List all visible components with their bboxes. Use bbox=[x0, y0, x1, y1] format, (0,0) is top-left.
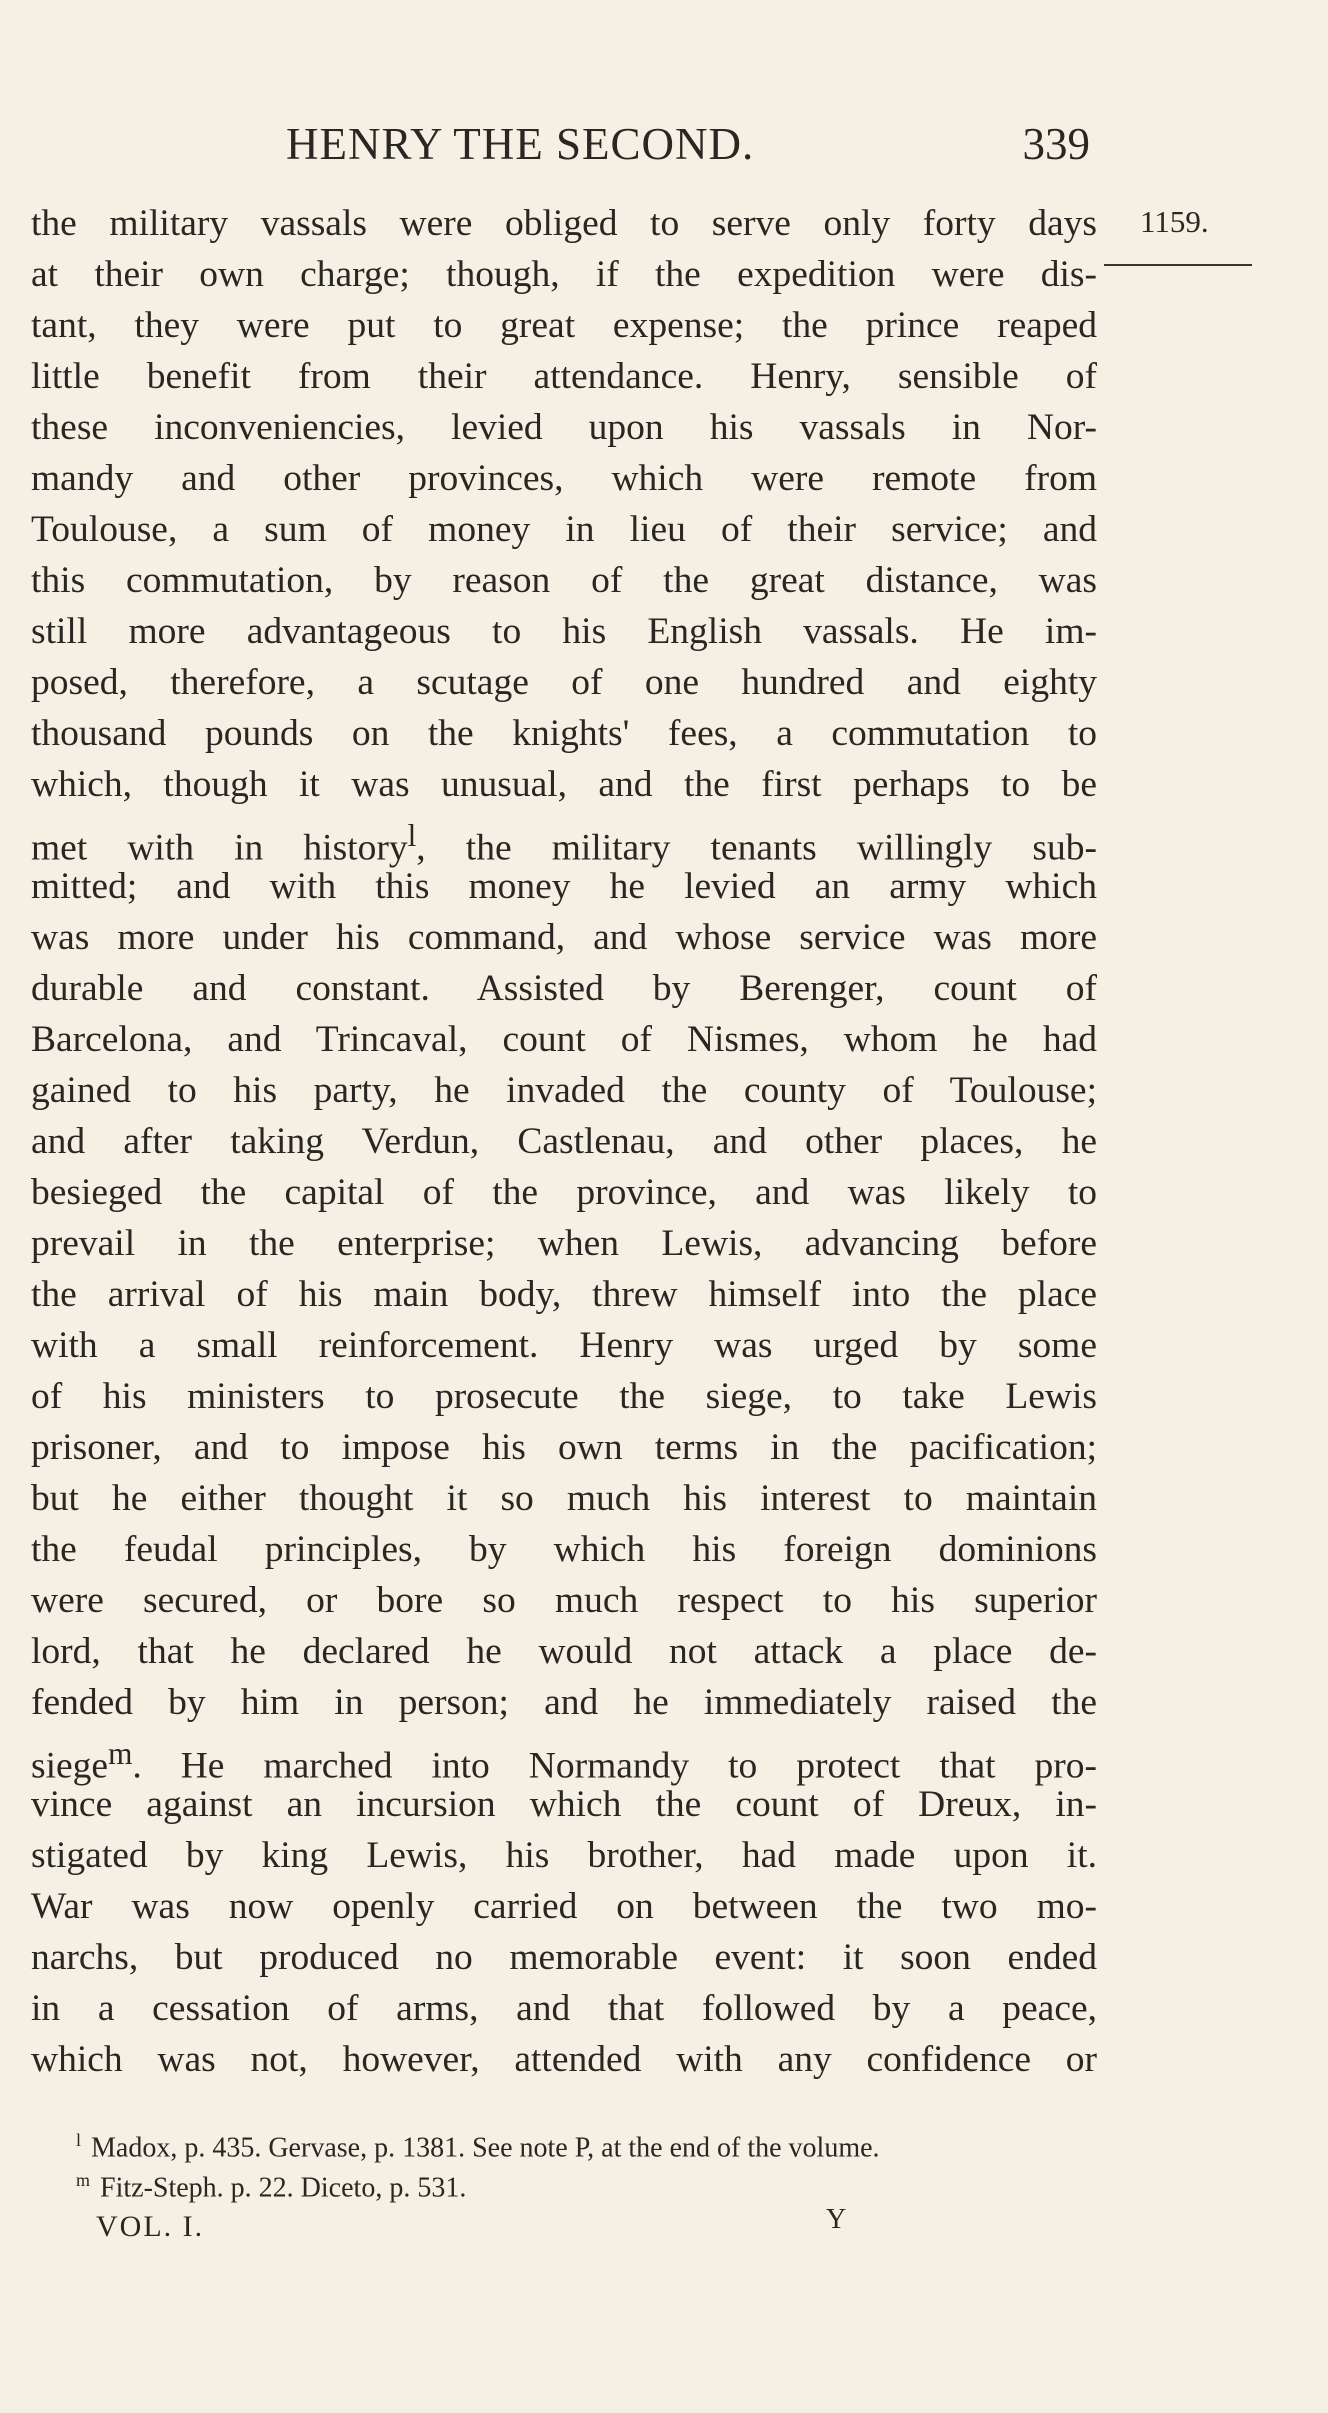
text-line-24: of his ministers to prosecute the siege, to take Lewis bbox=[31, 1376, 1097, 1417]
running-title: HENRY THE SECOND. bbox=[286, 119, 755, 169]
text-line-17: Barcelona, and Trincaval, count of Nismes, whom he had bbox=[31, 1019, 1097, 1060]
text-line-18: gained to his party, he invaded the county of Toulouse; bbox=[31, 1070, 1097, 1111]
text-line-32: vince against an incursion which the count of Dreux, in- bbox=[31, 1784, 1097, 1825]
text-line-19: and after taking Verdun, Castlenau, and other places, he bbox=[31, 1121, 1097, 1162]
text-line-21: prevail in the enterprise; when Lewis, advancing before bbox=[31, 1223, 1097, 1264]
body-text bbox=[31, 198, 1097, 2085]
text-line-4: little benefit from their attendance. Henry, sensible of bbox=[31, 356, 1097, 397]
text-line-31 bbox=[31, 1728, 1097, 1787]
text-line-16: durable and constant. Assisted by Berenger, count of bbox=[31, 968, 1097, 1009]
footnote-ref-l: l bbox=[407, 818, 417, 853]
text-line-3: tant, they were put to great expense; the prince reaped bbox=[31, 305, 1097, 346]
text-line-33: stigated by king Lewis, his brother, had made upon it. bbox=[31, 1835, 1097, 1876]
footnote-m bbox=[76, 2160, 1116, 2204]
signature-mark: Y bbox=[826, 2204, 847, 2235]
footnote-text-m: Fitz-Steph. p. 22. Diceto, p. 531. bbox=[100, 2172, 467, 2204]
text-line-9: still more advantageous to his English vassals. He im- bbox=[31, 611, 1097, 652]
signature-line bbox=[96, 2204, 856, 2250]
text-line-31-end: . He marched into Normandy to protect that pro- bbox=[132, 1745, 1097, 1787]
text-line-22: the arrival of his main body, threw himself into the place bbox=[31, 1274, 1097, 1315]
text-line-27: the feudal principles, by which his foreign dominions bbox=[31, 1529, 1097, 1570]
text-line-37: which was not, however, attended with any confidence or bbox=[31, 2039, 1097, 2080]
footnote-ref-m: m bbox=[108, 1736, 133, 1771]
text-line-31-start: siege bbox=[31, 1745, 109, 1787]
text-line-25: prisoner, and to impose his own terms in the pacification; bbox=[31, 1427, 1097, 1468]
volume-label: VOL. I. bbox=[96, 2210, 205, 2243]
footnote-mark-m: m bbox=[76, 2170, 91, 2190]
text-line-8: this commutation, by reason of the great distance, was bbox=[31, 560, 1097, 601]
text-line-34: War was now openly carried on between the two mo- bbox=[31, 1886, 1097, 1927]
text-line-14: mitted; and with this money he levied an army which bbox=[31, 866, 1097, 907]
margin-date: 1159. bbox=[1140, 204, 1209, 239]
text-line-10: posed, therefore, a scutage of one hundred and eighty bbox=[31, 662, 1097, 703]
text-line-12: which, though it was unusual, and the first perhaps to be bbox=[31, 764, 1097, 805]
text-line-6: mandy and other provinces, which were remote from bbox=[31, 458, 1097, 499]
text-line-13-end: , the military tenants willingly sub- bbox=[416, 827, 1097, 869]
text-line-13 bbox=[31, 810, 1097, 869]
text-line-5: these inconveniencies, levied upon his vassals in Nor- bbox=[31, 407, 1097, 448]
page-number: 339 bbox=[1022, 119, 1090, 169]
text-line-13-start: met with in history bbox=[31, 827, 408, 869]
text-line-2: at their own charge; though, if the expedition were dis- bbox=[31, 254, 1097, 295]
text-line-29: lord, that he declared he would not attack a place de- bbox=[31, 1631, 1097, 1672]
footnote-l bbox=[76, 2120, 1116, 2164]
text-line-7: Toulouse, a sum of money in lieu of their service; and bbox=[31, 509, 1097, 550]
text-line-35: narchs, but produced no memorable event: it soon ended bbox=[31, 1937, 1097, 1978]
footnote-text-l: Madox, p. 435. Gervase, p. 1381. See note P, at the end of the volume. bbox=[91, 2132, 880, 2164]
margin-note bbox=[1136, 204, 1256, 240]
text-line-23: with a small reinforcement. Henry was urged by some bbox=[31, 1325, 1097, 1366]
text-line-15: was more under his command, and whose service was more bbox=[31, 917, 1097, 958]
text-line-36: in a cessation of arms, and that followed by a peace, bbox=[31, 1988, 1097, 2029]
text-line-28: were secured, or bore so much respect to his superior bbox=[31, 1580, 1097, 1621]
margin-rule bbox=[1104, 264, 1252, 266]
text-line-30: fended by him in person; and he immediately raised the bbox=[31, 1682, 1097, 1723]
text-line-1: the military vassals were obliged to serve only forty days bbox=[31, 203, 1097, 244]
text-line-26: but he either thought it so much his interest to maintain bbox=[31, 1478, 1097, 1519]
footnote-mark-l: l bbox=[76, 2130, 82, 2150]
text-line-20: besieged the capital of the province, and was likely to bbox=[31, 1172, 1097, 1213]
text-line-11: thousand pounds on the knights' fees, a commutation to bbox=[31, 713, 1097, 754]
running-head bbox=[286, 118, 1090, 178]
footnotes bbox=[76, 2120, 1116, 2204]
